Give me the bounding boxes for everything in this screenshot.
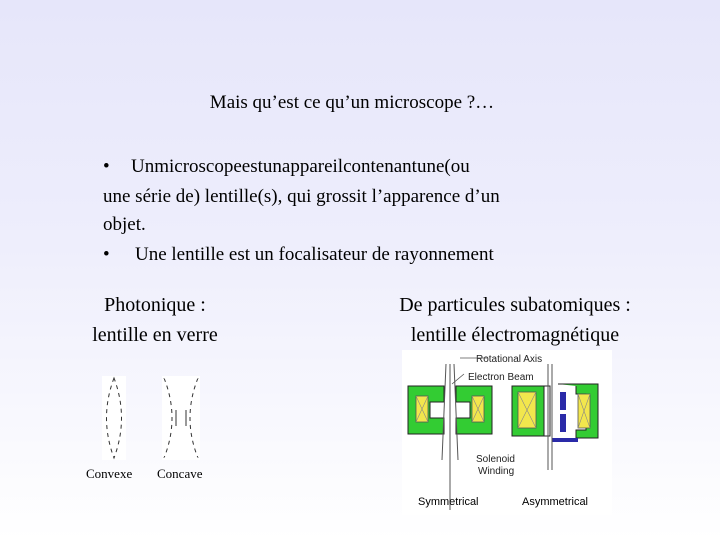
solenoid-label-2: Winding	[478, 466, 515, 477]
bullet-marker: •	[103, 244, 110, 265]
convex-label: Convexe	[86, 466, 133, 481]
solenoid-label-1: Solenoid	[476, 454, 515, 465]
symmetrical-label: Symmetrical	[418, 496, 479, 508]
photonic-heading: Photonique : lentille en verre	[92, 294, 218, 346]
concave-label: Concave	[157, 466, 203, 481]
asymmetrical-label: Asymmetrical	[522, 496, 589, 508]
concave-lens	[162, 376, 200, 460]
glass-lenses-figure	[96, 372, 208, 464]
bullet-marker: •	[103, 156, 110, 177]
bullet-2-line-1: • Une lentille est un focalisateur de rayonnement	[103, 244, 494, 265]
slide-title: Mais qu’est ce qu’un microscope ?…	[209, 92, 495, 113]
bullet-1-line-1: • Unmicroscopeestunappareilcontenantune(ou	[103, 156, 470, 177]
electromagnetic-lens-diagram	[402, 350, 612, 515]
rotational-axis-label: Rotational Axis	[476, 354, 543, 365]
electromagnetic-heading: De particules subatomiques : lentille électromagnétique	[399, 294, 631, 346]
bullet-1-line-3: objet.	[103, 214, 146, 235]
convex-lens	[102, 376, 126, 460]
bullet-1-line-2: une série de) lentille(s), qui grossit l’apparence d’un	[103, 186, 500, 207]
electron-beam-label: Electron Beam	[468, 372, 534, 383]
